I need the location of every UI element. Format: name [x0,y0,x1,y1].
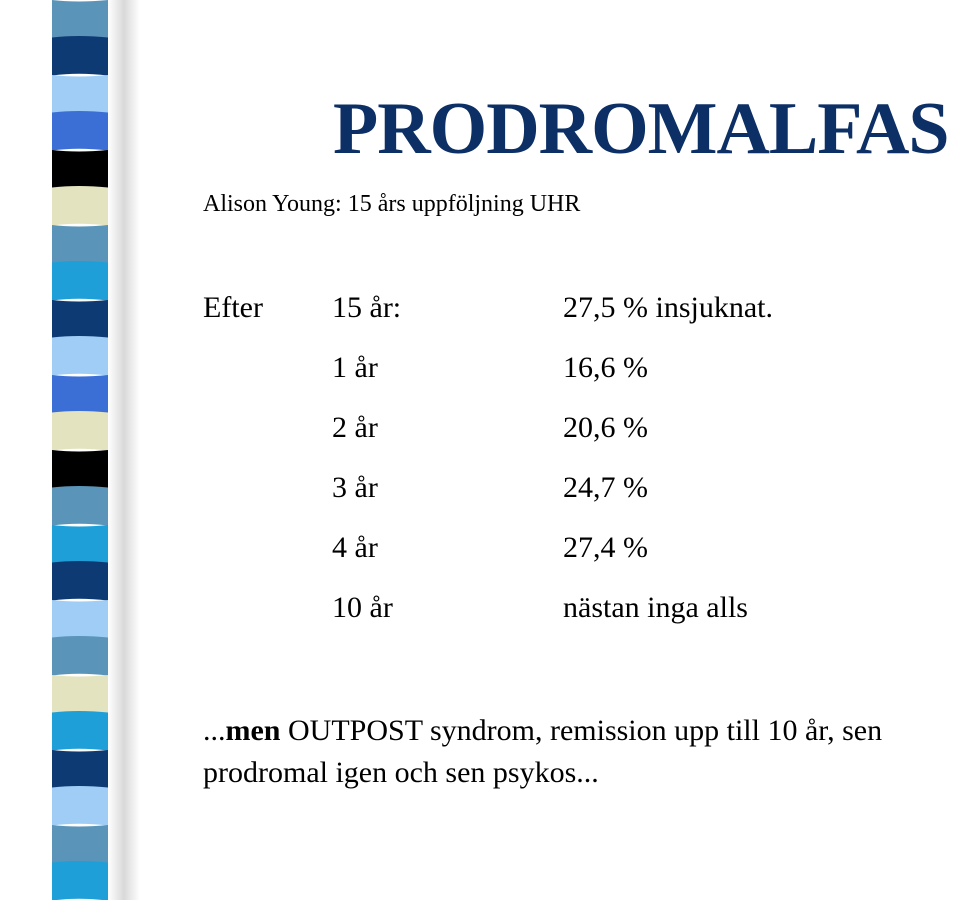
slide-title: PRODROMALFAS [333,88,949,170]
conclusion-emphasis: men [225,714,281,747]
slide-subtitle: Alison Young: 15 års uppföljning UHR [203,191,581,217]
strip-band [52,411,108,451]
conclusion-text [203,710,958,794]
row-period: 4 år [332,531,378,564]
row-period: 1 år [332,351,378,384]
row-value: 16,6 % [563,351,648,384]
strip-band [52,711,108,751]
strip-band [52,225,108,264]
row-period: 2 år [332,411,378,444]
decorative-color-strip [0,0,140,900]
row-value: 20,6 % [563,411,648,444]
strip-band [52,186,108,226]
lead-label: Efter [203,291,263,324]
strip-band [52,600,108,639]
strip-band [52,336,108,376]
strip-band [52,36,108,76]
strip-band [52,75,108,114]
conclusion-prefix: ... [203,714,226,747]
strip-band [52,300,108,339]
row-value: 27,4 % [563,531,648,564]
strip-band [52,450,108,489]
strip-band [52,750,108,789]
strip-band [52,561,108,601]
row-period: 3 år [332,471,378,504]
strip-band [52,261,108,301]
conclusion-body: OUTPOST syndrom, remission upp till 10 år, sen prodromal igen och sen psykos... [203,714,883,789]
strip-band [52,150,108,189]
row-value: nästan inga alls [563,591,748,624]
strip-band [52,675,108,714]
strip-band [52,525,108,564]
strip-band [52,786,108,826]
strip-band [52,111,108,151]
row-period: 10 år [332,591,393,624]
strip-band [52,825,108,864]
row-value: 24,7 % [563,471,648,504]
row-period: 15 år: [332,291,402,324]
strip-band [52,861,108,900]
strip-band [52,636,108,676]
row-value: 27,5 % insjuknat. [563,291,773,324]
strip-band [52,0,108,39]
strip-band [52,375,108,414]
strip-band [52,486,108,526]
